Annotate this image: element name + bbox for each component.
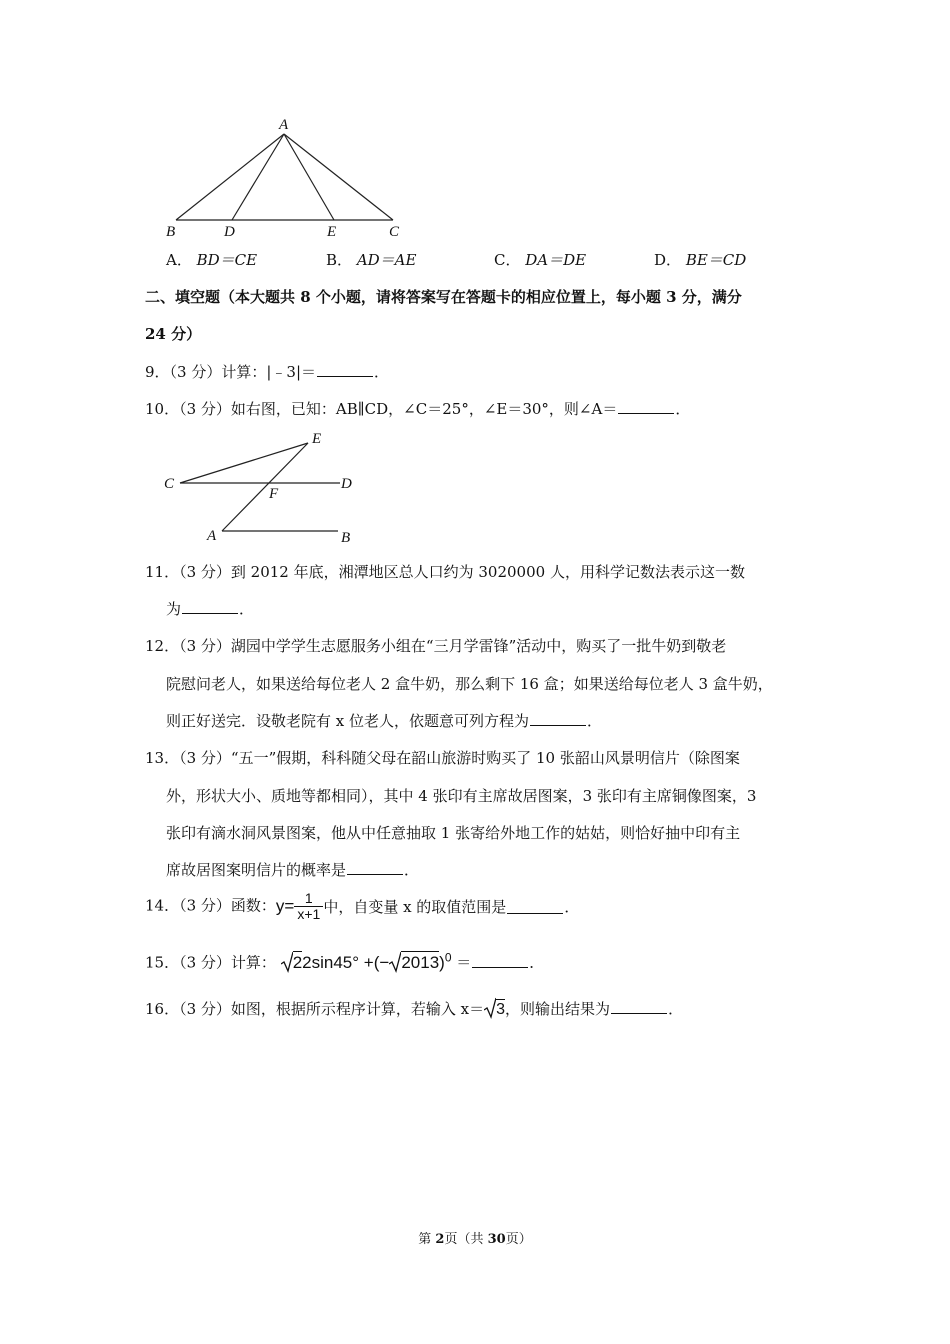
label-c: C bbox=[164, 476, 175, 492]
answer-blank[interactable] bbox=[347, 860, 403, 875]
fraction: $\frac{1}{x+1}$ bbox=[294, 891, 323, 922]
radical-sign-icon bbox=[281, 951, 293, 973]
answer-blank[interactable] bbox=[182, 599, 238, 614]
question-16: 16．（3 分）如图，根据所示程序计算，若输入 x＝ 3，则输出结果为 ． bbox=[145, 997, 683, 1019]
question-13-line4: 席故居图案明信片的概率是 ． bbox=[166, 861, 420, 879]
segment-ac bbox=[284, 134, 393, 220]
question-14: 14．（3 分）函数：y= $\frac{1}{x+1}$ 中，自变量 x 的取值范围是 ． bbox=[145, 890, 580, 922]
question-15: 15．（3 分）计算： 22sin45° +(− 2013)$^0$ ＝ ． bbox=[145, 950, 545, 972]
answer-blank[interactable] bbox=[611, 999, 667, 1014]
choice-d: D． BE＝CD bbox=[654, 251, 747, 269]
page-footer: 第 2页（共 30页） bbox=[418, 1232, 532, 1247]
label-e: E bbox=[327, 224, 337, 240]
triangle-figure bbox=[160, 112, 410, 242]
section-2-header-line2: 24 分） bbox=[145, 325, 202, 343]
answer-blank[interactable] bbox=[472, 953, 528, 968]
question-11-line1: 11．（3 分）到 2012 年底，湘潭地区总人口约为 3020000 人，用科学记数法表示这一数 bbox=[145, 563, 745, 581]
label-e: E bbox=[312, 431, 322, 447]
answer-blank[interactable] bbox=[317, 362, 373, 377]
label-d: D bbox=[224, 224, 235, 240]
question-12-line2: 院慰问老人，如果送给每位老人 2 盒牛奶，那么剩下 16 盒；如果送给每位老人 3 盒牛奶， bbox=[166, 675, 773, 693]
question-13-line3: 张印有滴水洞风景图案，他从中任意抽取 1 张寄给外地工作的姑姑，则恰好抽中印有主 bbox=[166, 824, 741, 842]
segment-ae bbox=[284, 134, 334, 220]
label-a: A bbox=[279, 117, 289, 133]
label-c: C bbox=[389, 224, 400, 240]
radical-sign-icon bbox=[389, 951, 401, 973]
radical-sign-icon bbox=[484, 997, 496, 1019]
question-12-line3: 则正好送完．设敬老院有 x 位老人，依题意可列方程为 ． bbox=[166, 712, 603, 730]
math-expression: 22sin45° +(− 2013)$^0$ bbox=[281, 953, 457, 972]
label-d: D bbox=[341, 476, 352, 492]
question-13-line2: 外，形状大小、质地等都相同），其中 4 张印有主席故居图案，3 张印有主席铜像图案，3 bbox=[166, 787, 757, 805]
question-9: 9．（3 分）计算：|﹣3|＝ ． bbox=[145, 363, 390, 381]
question-12-line1: 12．（3 分）湖园中学学生志愿服务小组在“三月学雷锋”活动中，购买了一批牛奶到敬老 bbox=[145, 637, 727, 655]
section-2-header-line1: 二、填空题（本大题共 8 个小题，请将答案写在答题卡的相应位置上，每小题 3 分，满分 bbox=[145, 288, 742, 306]
segment-ad bbox=[232, 134, 284, 220]
question-10: 10．（3 分）如右图，已知：AB∥CD，∠C＝25°，∠E＝30°，则∠A＝ ． bbox=[145, 400, 691, 418]
label-b: B bbox=[166, 224, 176, 240]
answer-blank[interactable] bbox=[530, 711, 586, 726]
choice-a: A． BD＝CE bbox=[166, 251, 258, 269]
answer-blank[interactable] bbox=[618, 399, 674, 414]
label-f: F bbox=[269, 486, 279, 502]
label-a: A bbox=[207, 528, 217, 544]
label-b: B bbox=[341, 530, 351, 546]
question-13-line1: 13．（3 分）“五一”假期，科科随父母在韶山旅游时购买了 10 张韶山风景明信片（除图案 bbox=[145, 749, 740, 767]
parallel-lines-figure bbox=[160, 428, 370, 548]
segment-ab bbox=[176, 134, 284, 220]
choice-b: B． AD＝AE bbox=[326, 251, 417, 269]
choice-c: C． DA＝DE bbox=[494, 251, 587, 269]
answer-blank[interactable] bbox=[507, 899, 563, 914]
question-11-line2: 为 ． bbox=[166, 600, 255, 618]
